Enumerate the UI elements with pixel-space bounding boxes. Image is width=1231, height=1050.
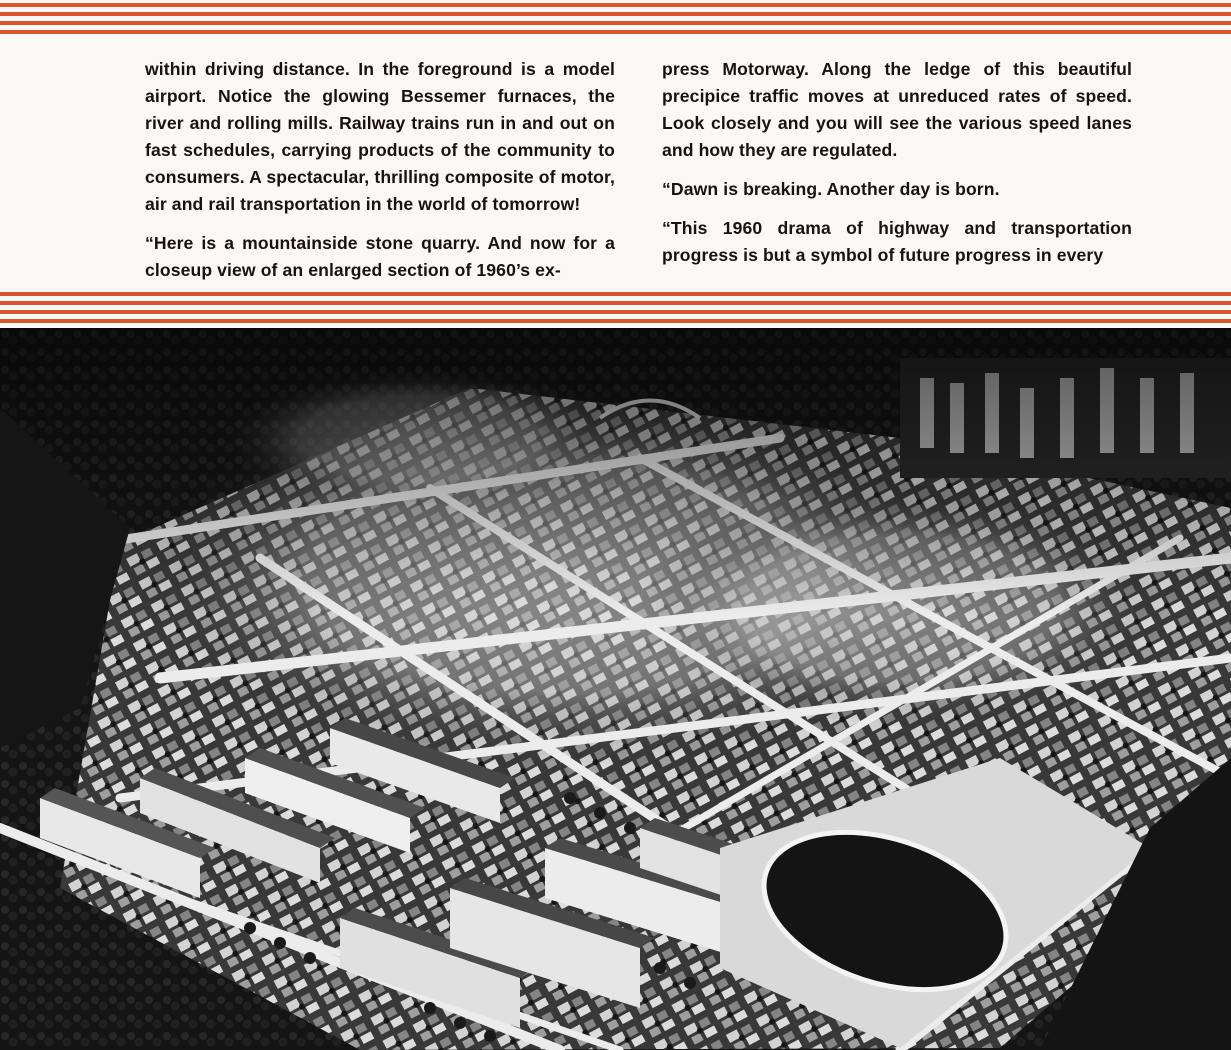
text-area [0, 40, 1231, 290]
paragraph: “Dawn is breaking. Another day is born. [662, 179, 1000, 199]
text-column-right [662, 56, 1132, 281]
text-column-left [145, 56, 615, 296]
paragraph: within driving distance. In the foreground is a model airport. Notice the glowing Bessemer furnaces, the river and rolling mills. Railway trains run in and out on fast schedules, carrying products of the community to consumers. A spectacular, thrilling composite of motor, air and rail transportation in the world of tomorrow! [145, 59, 615, 214]
paragraph: press Motorway. Along the ledge of this beautiful precipice traffic moves at unreduced rates of speed. Look closely and you will see the various speed lanes and how they are regulated. [662, 59, 1132, 160]
middle-stripe-band [0, 290, 1231, 328]
aerial-city-model-photo [0, 328, 1231, 1050]
top-stripe-band [0, 0, 1231, 36]
aerial-city-model-photo-icon [0, 328, 1231, 1050]
paragraph: “Here is a mountainside stone quarry. And now for a closeup view of an enlarged section of 1960’s ex- [145, 233, 615, 280]
paragraph: “This 1960 drama of highway and transportation progress is but a symbol of future progress in every [662, 218, 1132, 265]
